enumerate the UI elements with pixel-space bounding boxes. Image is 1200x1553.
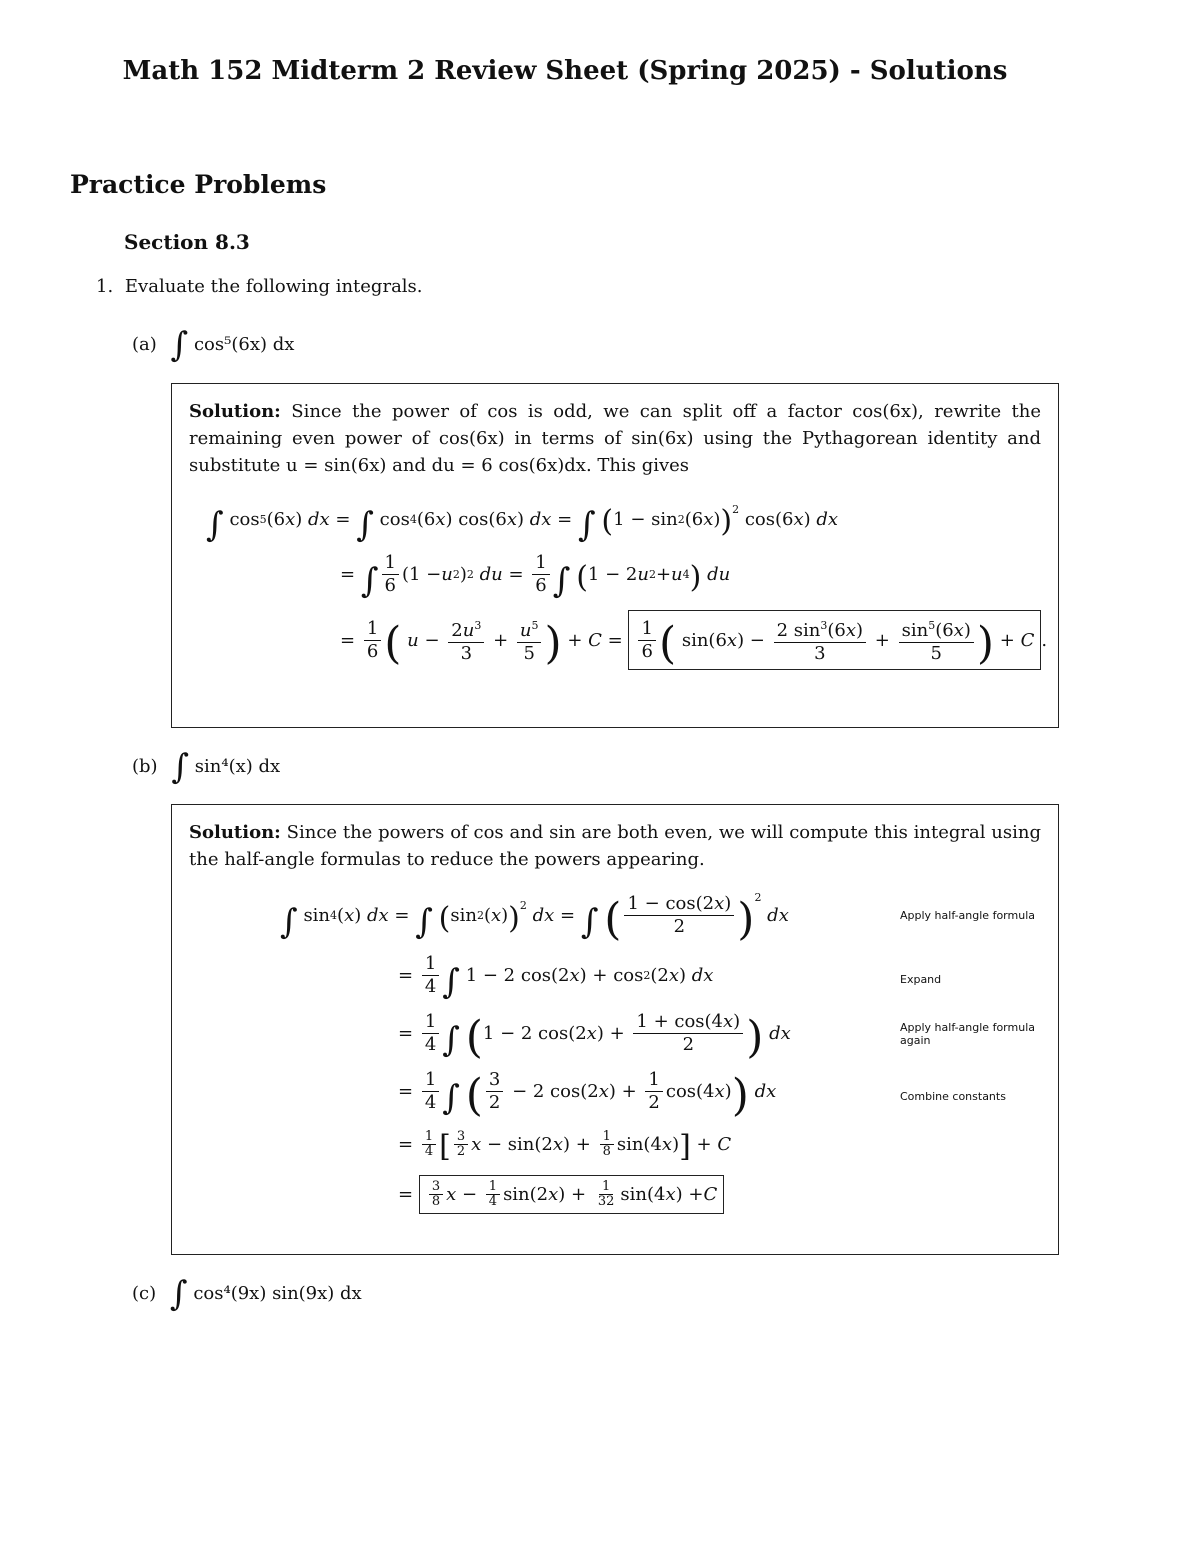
solution-a-eq-line-2: = ∫ $\frac{1}{6}$ (1 − u 2 ) 2 du = $\frac{1}{6}$ ∫ ( 1 − 2 u 2 + u 4 ) du — [340, 552, 731, 601]
part-b-label: (b) — [132, 756, 158, 777]
part-a-integrand: cos⁵(6x) dx — [193, 334, 295, 355]
solution-b-eq-line-1: ∫ sin $^4$ ( x ) dx = ∫ ( sin 2 ( x ) ) $^2$ dx = ∫ ( $\frac{1 - \cos(2x)}{2}$ ) $^2$ dx — [280, 891, 789, 945]
note-4: Combine constants — [900, 1090, 1006, 1103]
solution-a-box — [171, 383, 1059, 728]
solution-a-eq-line-1: ∫ cos $^5$ (6 x ) dx = ∫ cos $^4$ (6 x ) cos(6 x ) dx = ∫ ( 1 − sin 2 (6 x ) ) $^2$ cos(6 x ) dx — [206, 502, 839, 545]
page-title: Math 152 Midterm 2 Review Sheet (Spring 2025) - Solutions — [122, 56, 1008, 86]
solution-b-eq-line-3: = $\frac{1}{4}$ ∫ ( 1 − 2 cos(2 x ) + $\frac{1 + \cos(4x)}{2}$ ) dx — [398, 1011, 791, 1063]
part-c-integrand: cos⁴(9x) sin(9x) dx — [193, 1283, 362, 1304]
answer-b: $\frac{3}{8}$ x − $\frac{1}{4}$ sin(2 x ) + $\frac{1}{32}$ sin(4 x ) + C — [419, 1175, 724, 1214]
solution-a-text: Solution: Since the power of cos is odd, we can split off a factor cos(6x), rewrite the remaining even power of cos(6x) in terms of sin(6x) using the Pythagorean identity and substitute u = sin(6x) and du = 6 cos(6x)dx. This gives — [189, 401, 1041, 476]
note-3: Apply half-angle formula again — [900, 1021, 1035, 1047]
note-1: Apply half-angle formula — [900, 909, 1035, 922]
part-b: (b) ∫ sin⁴(x) dx — [132, 747, 281, 787]
solution-a-eq-line-3: = $\frac{1}{6}$ ( u − $\frac{2u^3}{3}$ + $\frac{u^5}{5}$ ) + C = $\frac{1}{6}$ ( sin(6 x ) − $\frac{2 \sin^3(6x)}{3}$ + $\frac{\sin^5(6x)}{5}$ ) + C . — [340, 610, 1047, 670]
problem-text: Evaluate the following integrals. — [124, 276, 423, 297]
solution-b-box — [171, 804, 1059, 1255]
part-c: (c) ∫ cos⁴(9x) sin(9x) dx — [132, 1274, 362, 1314]
solution-b-text: Solution: Since the powers of cos and sin are both even, we will compute this integral using the half-angle formulas to reduce the powers appearing. — [189, 822, 1041, 870]
section-heading: Practice Problems — [70, 170, 327, 199]
solution-b-eq-line-2: = $\frac{1}{4}$ ∫ 1 − 2 cos(2 x ) + cos 2 (2 x ) dx — [398, 953, 714, 1002]
solution-b-eq-line-6: = $\frac{3}{8}$ x − $\frac{1}{4}$ sin(2 x ) + $\frac{1}{32}$ sin(4 x ) + C — [398, 1175, 724, 1214]
problem-number: 1. — [96, 276, 114, 297]
note-2: Expand — [900, 973, 942, 986]
part-b-integrand: sin⁴(x) dx — [194, 756, 281, 777]
subsection-heading: Section 8.3 — [124, 230, 250, 254]
part-c-label: (c) — [132, 1283, 157, 1304]
solution-a-label: Solution: — [189, 401, 281, 422]
answer-a: $\frac{1}{6}$ ( sin(6 x ) − $\frac{2 \sin^3(6x)}{3}$ + $\frac{\sin^5(6x)}{5}$ ) + C — [628, 610, 1041, 670]
part-a-label: (a) — [132, 334, 157, 355]
solution-b-eq-line-4: = $\frac{1}{4}$ ∫ ( $\frac{3}{2}$ − 2 cos(2 x ) + $\frac{1}{2}$ cos(4 x ) ) dx — [398, 1069, 777, 1121]
problem-1 — [96, 276, 423, 297]
part-a: (a) ∫ cos⁵(6x) dx — [132, 325, 295, 365]
solution-b-label: Solution: — [189, 822, 281, 843]
solution-b-eq-line-5: = $\frac{1}{4}$ [ $\frac{3}{2}$ x − sin(2 x ) + $\frac{1}{8}$ sin(4 x ) ] + C — [398, 1128, 732, 1164]
